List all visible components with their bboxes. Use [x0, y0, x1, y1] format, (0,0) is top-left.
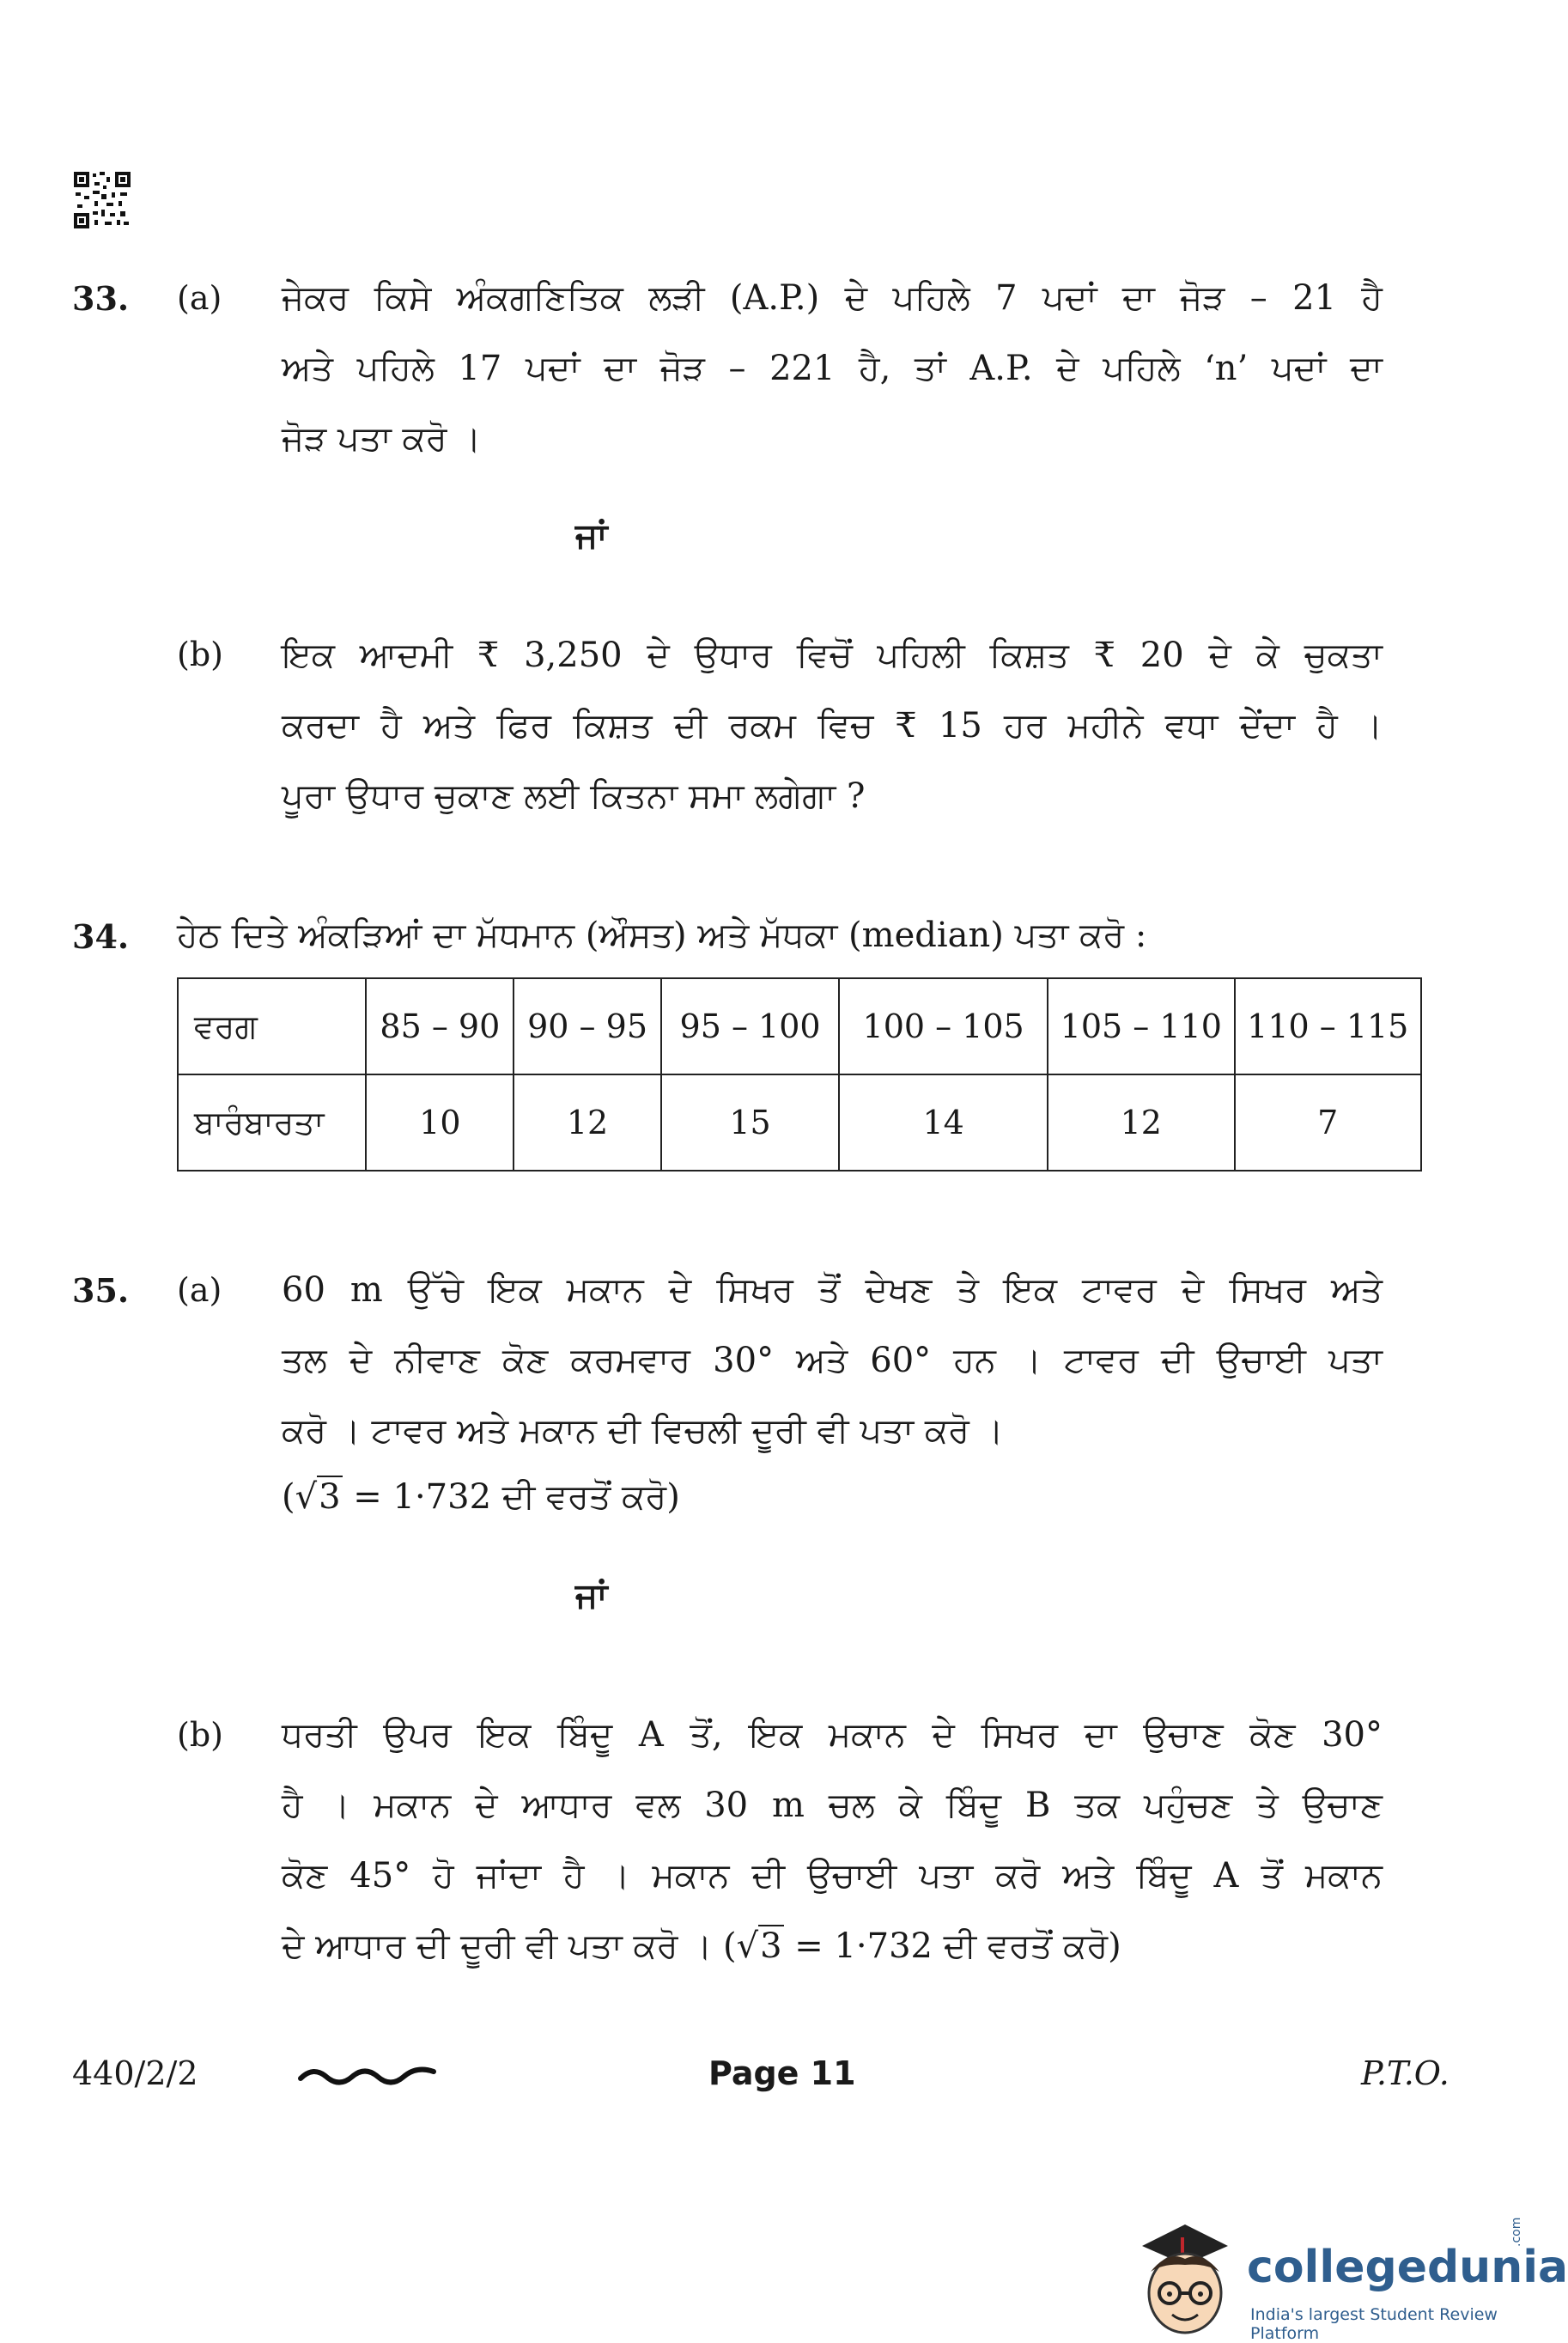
frequency-table — [177, 977, 1422, 1172]
q35-part-b-text — [282, 1700, 1383, 1981]
q34-text: ਹੇਠ ਦਿਤੇ ਅੰਕੜਿਆਂ ਦਾ ਮੱਧਮਾਨ (ਔਸਤ) ਅਤੇ ਮੱਧਕਾ (median) ਪਤਾ ਕਰੋ : — [177, 916, 1147, 955]
text-line: ਧਰਤੀ ਉਪਰ ਇਕ ਬਿੰਦੂ A ਤੋਂ, ਇਕ ਮਕਾਨ ਦੇ ਸਿਖਰ ਦਾ ਉਚਾਣ ਕੋਣ 30° — [282, 1715, 1383, 1755]
table-cell: 100 – 105 — [839, 978, 1048, 1074]
qr-code-icon — [74, 172, 131, 228]
or-separator: ਜਾਂ — [575, 515, 608, 556]
text-line: ਤਲ ਦੇ ਨੀਵਾਣ ਕੋਣ ਕਰਮਵਾਰ 30° ਅਤੇ 60° ਹਨ । ਟਾਵਰ ਦੀ ਉਚਾਈ ਪਤਾ — [282, 1341, 1383, 1380]
table-cell: 95 – 100 — [661, 978, 839, 1074]
text-line: ਪੂਰਾ ਉਧਾਰ ਚੁਕਾਣ ਲਈ ਕਿਤਨਾ ਸਮਾ ਲਗੇਗਾ ? — [282, 776, 866, 816]
table-cell: 85 – 90 — [366, 978, 514, 1074]
page-number: Page 11 — [708, 2054, 856, 2092]
table-cell: 15 — [661, 1074, 839, 1171]
brand-tagline: India's largest Student Review Platform — [1250, 2305, 1498, 2343]
part-b-label: (b) — [177, 636, 223, 673]
text-line: ਕਰਦਾ ਹੈ ਅਤੇ ਫਿਰ ਕਿਸ਼ਤ ਦੀ ਰਕਮ ਵਿਚ ₹ 15 ਹਰ ਮਹੀਨੇ ਵਧਾ ਦੇਂਦਾ ਹੈ । — [282, 706, 1383, 746]
table-cell: 105 – 110 — [1048, 978, 1234, 1074]
text-line: 60 m ਉੱਚੇ ਇਕ ਮਕਾਨ ਦੇ ਸਿਖਰ ਤੋਂ ਦੇਖਣ ਤੇ ਇਕ ਟਾਵਰ ਦੇ ਸਿਖਰ ਅਤੇ — [282, 1270, 1383, 1310]
text-line: ਦੇ ਆਧਾਰ ਦੀ ਦੂਰੀ ਵੀ ਪਤਾ ਕਰੋ । (√3 = 1·732 ਦੀ ਵਰਤੋਂ ਕਰੋ) — [282, 1911, 1383, 1981]
question-number-34: 34. — [72, 917, 130, 956]
table-cell: 12 — [514, 1074, 661, 1171]
text-line: ਜੋੜ ਪਤਾ ਕਰੋ । — [282, 419, 482, 459]
sqrt-symbol: √3 — [736, 1926, 782, 1966]
sqrt-symbol: √3 — [295, 1477, 341, 1517]
part-a-label: (a) — [177, 1271, 222, 1309]
table-cell: 90 – 95 — [514, 978, 661, 1074]
note-open: ( — [282, 1477, 295, 1517]
text-line: ਕਰੋ । ਟਾਵਰ ਅਤੇ ਮਕਾਨ ਦੀ ਵਿਚਲੀ ਦੂਰੀ ਵੀ ਪਤਾ ਕਰੋ । — [282, 1411, 1004, 1451]
brand-name: collegedunia — [1247, 2242, 1568, 2293]
q35-part-a-note — [282, 1462, 680, 1532]
question-number-35: 35. — [72, 1271, 130, 1310]
table-row — [178, 978, 1421, 1074]
student-mascot-icon — [1133, 2212, 1237, 2340]
part-b-label: (b) — [177, 1716, 223, 1754]
text-line: ਹੈ । ਮਕਾਨ ਦੇ ਆਧਾਰ ਵਲ 30 m ਚਲ ਕੇ ਬਿੰਦੂ B ਤਕ ਪਹੁੰਚਣ ਤੇ ਉਚਾਣ — [282, 1786, 1383, 1825]
table-cell: 12 — [1048, 1074, 1234, 1171]
question-number-33: 33. — [72, 279, 130, 318]
q35-part-a-text — [282, 1255, 1383, 1466]
q33-part-b-text — [282, 620, 1383, 831]
table-cell: 110 – 115 — [1235, 978, 1422, 1074]
q33-part-a-text — [282, 263, 1383, 474]
brand-dotcom: .com — [1510, 2217, 1523, 2247]
table-header-cell: ਵਰਗ — [178, 978, 366, 1074]
table-cell: 7 — [1235, 1074, 1422, 1171]
pto-label: P.T.O. — [1361, 2054, 1449, 2092]
text-line: ਅਤੇ ਪਹਿਲੇ 17 ਪਦਾਂ ਦਾ ਜੋੜ – 221 ਹੈ, ਤਾਂ A.P. ਦੇ ਪਹਿਲੇ ‘n’ ਪਦਾਂ ਦਾ — [282, 349, 1383, 388]
part-a-label: (a) — [177, 279, 222, 317]
table-row — [178, 1074, 1421, 1171]
text-line: ਕੋਣ 45° ਹੋ ਜਾਂਦਾ ਹੈ । ਮਕਾਨ ਦੀ ਉਚਾਈ ਪਤਾ ਕਰੋ ਅਤੇ ਬਿੰਦੂ A ਤੋਂ ਮਕਾਨ — [282, 1856, 1383, 1896]
note-rest: = 1·732 ਦੀ ਵਰਤੋਂ ਕਰੋ) — [342, 1477, 680, 1517]
table-cell: 14 — [839, 1074, 1048, 1171]
text-line: ਜੇਕਰ ਕਿਸੇ ਅੰਕਗਣਿਤਿਕ ਲੜੀ (A.P.) ਦੇ ਪਹਿਲੇ 7 ਪਦਾਂ ਦਾ ਜੋੜ – 21 ਹੈ — [282, 278, 1383, 318]
wave-ornament-icon — [296, 2061, 442, 2087]
paper-code: 440/2/2 — [72, 2054, 198, 2092]
table-header-cell: ਬਾਰੰਬਾਰਤਾ — [178, 1074, 366, 1171]
text-line: ਇਕ ਆਦਮੀ ₹ 3,250 ਦੇ ਉਧਾਰ ਵਿਚੋਂ ਪਹਿਲੀ ਕਿਸ਼ਤ ₹ 20 ਦੇ ਕੇ ਚੁਕਤਾ — [282, 636, 1383, 675]
table-cell: 10 — [366, 1074, 514, 1171]
or-separator: ਜਾਂ — [575, 1575, 608, 1616]
